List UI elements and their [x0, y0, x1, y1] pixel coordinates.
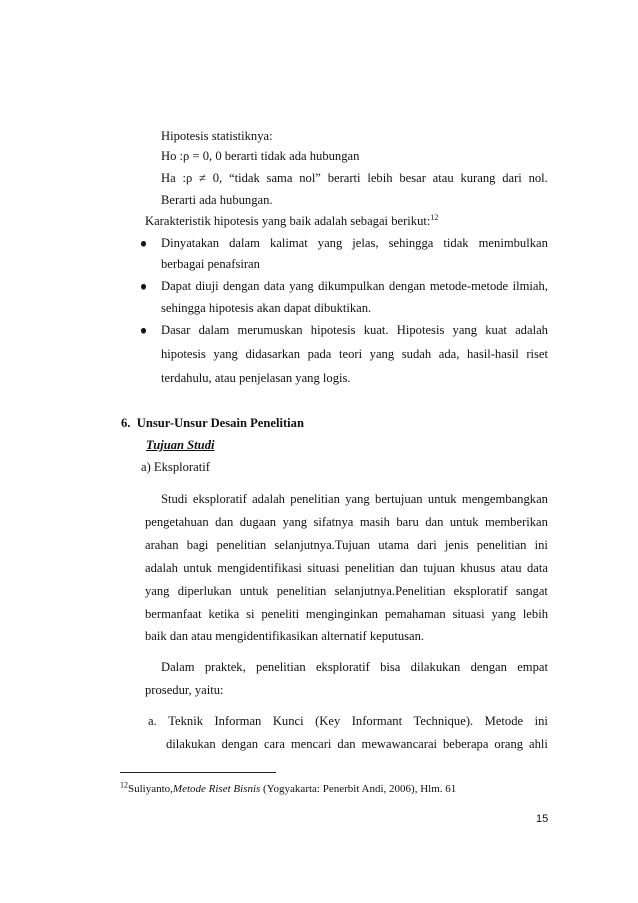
- word: sama: [266, 171, 293, 185]
- word: Teknik: [168, 714, 204, 728]
- word: sangat: [515, 584, 548, 598]
- paragraph-1-line-1: [161, 491, 548, 507]
- word: yang: [369, 347, 395, 361]
- word: atau: [432, 171, 454, 185]
- word: 0,: [212, 171, 223, 185]
- word: teori: [338, 347, 363, 361]
- word: Ha: [161, 171, 176, 185]
- word: ketika: [208, 607, 240, 621]
- word: dalam: [198, 323, 230, 337]
- word: yang: [491, 607, 516, 621]
- word: jelas,: [352, 236, 379, 250]
- footnote-ref: 12: [430, 212, 439, 222]
- word: jenis: [444, 538, 469, 552]
- section-number: 6.: [121, 416, 131, 430]
- word: ≠: [199, 171, 206, 185]
- word: empat: [517, 660, 548, 674]
- word: data: [526, 561, 548, 575]
- word: kurang: [460, 171, 496, 185]
- word: merumuskan: [237, 323, 303, 337]
- word: selanjutnya.Penelitian: [334, 584, 446, 598]
- word: dilakukan: [410, 660, 461, 674]
- paragraph-1-line-6: [145, 606, 548, 622]
- word: mewawancarai: [361, 737, 438, 751]
- word: atau: [500, 561, 522, 575]
- word: dalam: [229, 236, 260, 250]
- word: dengan: [470, 660, 507, 674]
- footnote-divider: [120, 772, 276, 773]
- word: sifatnya: [313, 515, 354, 529]
- word: situasi: [452, 607, 485, 621]
- word: bertujuan: [375, 492, 423, 506]
- word: praktek,: [204, 660, 246, 674]
- section-heading: [121, 415, 304, 431]
- bullet-icon: [141, 241, 146, 246]
- word: nol”: [299, 171, 321, 185]
- word: adalah: [515, 323, 548, 337]
- word: eksploratif: [315, 660, 370, 674]
- word: Dalam: [161, 660, 195, 674]
- word: penelitian: [344, 561, 395, 575]
- word: metode-metode: [429, 279, 509, 293]
- section-subtitle: Tujuan Studi: [146, 438, 215, 452]
- word: yang: [289, 279, 314, 293]
- word: ini: [534, 714, 548, 728]
- word: ini: [534, 538, 548, 552]
- word: Metode: [484, 714, 524, 728]
- list-a-line-2: [166, 736, 548, 752]
- word: dan: [337, 737, 356, 751]
- characteristics-intro-text: Karakteristik hipotesis yang baik adalah sebagai berikut:: [145, 214, 431, 228]
- word: besar: [399, 171, 426, 185]
- footnote: [120, 781, 456, 797]
- word: masih: [359, 515, 390, 529]
- word: data: [263, 279, 285, 293]
- word: lebih: [522, 607, 548, 621]
- word: untuk: [449, 515, 479, 529]
- word: didasarkan: [245, 347, 301, 361]
- word: adalah: [252, 492, 285, 506]
- word: mengembangkan: [461, 492, 548, 506]
- paragraph-1-line-7: baik dan atau mengidentifikasikan alternatif keputusan.: [145, 629, 425, 643]
- word: khusus: [460, 561, 496, 575]
- word: dengan: [389, 279, 426, 293]
- word: diuji: [195, 279, 219, 293]
- word: yang: [345, 492, 370, 506]
- bullet-icon: [141, 284, 146, 289]
- word: dari: [502, 171, 522, 185]
- word: a.: [148, 714, 157, 728]
- word: Dinyatakan: [161, 236, 220, 250]
- word: bisa: [380, 660, 401, 674]
- word: Studi: [161, 492, 188, 506]
- paragraph-1-line-5: [145, 583, 548, 599]
- word: adalah: [145, 561, 178, 575]
- word: Dasar: [161, 323, 191, 337]
- word: “tidak: [228, 171, 260, 185]
- word: memberikan: [485, 515, 548, 529]
- bullet-icon: [141, 328, 146, 333]
- bullet-3-line-2: [161, 346, 548, 362]
- word: hipotesis: [161, 347, 206, 361]
- word: kalimat: [269, 236, 308, 250]
- characteristics-intro: [145, 213, 438, 229]
- bullet-2-line-1: [161, 278, 548, 294]
- word: tujuan: [423, 561, 455, 575]
- word: Kunci: [272, 714, 304, 728]
- word: yang: [213, 347, 238, 361]
- word: bermanfaat: [145, 607, 202, 621]
- word: Technique).: [413, 714, 474, 728]
- word: menginginkan: [305, 607, 378, 621]
- section-title: Unsur-Unsur Desain Penelitian: [136, 416, 304, 430]
- word: (Key: [315, 714, 341, 728]
- word: diperlukan: [177, 584, 232, 598]
- bullet-3-line-1: [161, 322, 548, 338]
- paragraph-1-line-4: [145, 560, 548, 576]
- word: Informan: [214, 714, 262, 728]
- word: dari: [417, 538, 437, 552]
- hypothesis-intro: Hipotesis statistiknya:: [161, 129, 273, 143]
- word: peneliti: [261, 607, 300, 621]
- word: selanjutnya.Tujuan: [274, 538, 371, 552]
- word: mengidentifikasi: [217, 561, 302, 575]
- word: pemahaman: [384, 607, 446, 621]
- word: penelitian: [476, 538, 527, 552]
- item-a-heading: a) Eksploratif: [141, 460, 210, 474]
- word: orang: [494, 737, 524, 751]
- bullet-2-line-2: sehingga hipotesis akan dapat dibuktikan.: [161, 301, 372, 315]
- word: lebih: [367, 171, 393, 185]
- word: untuk: [183, 561, 212, 575]
- word: ahli: [529, 737, 548, 751]
- word: dan: [399, 561, 419, 575]
- word: Dapat: [161, 279, 192, 293]
- bullet-1-line-2: berbagai penafsiran: [161, 257, 260, 271]
- word: eksploratif: [192, 492, 247, 506]
- word: berarti: [327, 171, 361, 185]
- paragraph-1-line-3: [145, 537, 548, 553]
- word: bagi: [186, 538, 209, 552]
- hypothesis-h0: Ho :ρ = 0, 0 berarti tidak ada hubungan: [161, 149, 360, 163]
- word: yang: [145, 584, 170, 598]
- word: dengan: [223, 279, 260, 293]
- word: penelitian: [256, 660, 306, 674]
- hypothesis-ha-cont: Berarti ada hubungan.: [161, 193, 273, 207]
- word: Informant: [351, 714, 403, 728]
- word: penelitian: [290, 492, 340, 506]
- word: ilmiah,: [512, 279, 548, 293]
- word: baru: [396, 515, 419, 529]
- word: dikumpulkan: [318, 279, 385, 293]
- bullet-3-line-3: terdahulu, atau penjelasan yang logis.: [161, 371, 351, 385]
- word: dan: [215, 515, 234, 529]
- word: untuk: [239, 584, 269, 598]
- word: hipotesis: [310, 323, 356, 337]
- word: dilakukan: [166, 737, 216, 751]
- word: utama: [378, 538, 409, 552]
- word: ada,: [438, 347, 460, 361]
- word: yang: [452, 323, 478, 337]
- paragraph-1-line-2: [145, 514, 548, 530]
- word: sehingga: [388, 236, 434, 250]
- word: sudah: [401, 347, 432, 361]
- footnote-rest: (Yogyakarta: Penerbit Andi, 2006), Hlm. 61: [260, 783, 457, 795]
- word: :ρ: [182, 171, 193, 185]
- word: penelitian: [216, 538, 267, 552]
- word: dengan: [221, 737, 258, 751]
- word: arahan: [145, 538, 179, 552]
- word: yang: [317, 236, 343, 250]
- word: kuat.: [363, 323, 389, 337]
- word: tidak: [443, 236, 469, 250]
- word: eksploratif: [453, 584, 508, 598]
- word: si: [246, 607, 255, 621]
- word: beberapa: [443, 737, 489, 751]
- footnote-number: 12: [120, 780, 128, 790]
- paragraph-2-line-1: [161, 659, 548, 675]
- word: mencari: [290, 737, 332, 751]
- word: menimbulkan: [478, 236, 548, 250]
- word: dugaan: [239, 515, 277, 529]
- word: pada: [307, 347, 332, 361]
- footnote-author: Suliyanto,: [128, 783, 173, 795]
- hypothesis-ha: [161, 170, 548, 186]
- word: hasil-hasil: [466, 347, 519, 361]
- word: dan: [425, 515, 444, 529]
- word: untuk: [427, 492, 457, 506]
- word: pengetahuan: [145, 515, 209, 529]
- word: yang: [282, 515, 308, 529]
- list-a-line-1: [148, 713, 548, 729]
- word: kuat: [485, 323, 507, 337]
- page-number: 15: [536, 813, 549, 825]
- word: situasi: [307, 561, 340, 575]
- bullet-1-line-1: [161, 235, 548, 251]
- word: penelitian: [276, 584, 327, 598]
- word: riset: [526, 347, 548, 361]
- word: cara: [263, 737, 285, 751]
- word: Hipotesis: [396, 323, 445, 337]
- footnote-title: Metode Riset Bisnis: [172, 783, 261, 795]
- paragraph-2-line-2: prosedur, yaitu:: [145, 683, 224, 697]
- word: nol.: [528, 171, 548, 185]
